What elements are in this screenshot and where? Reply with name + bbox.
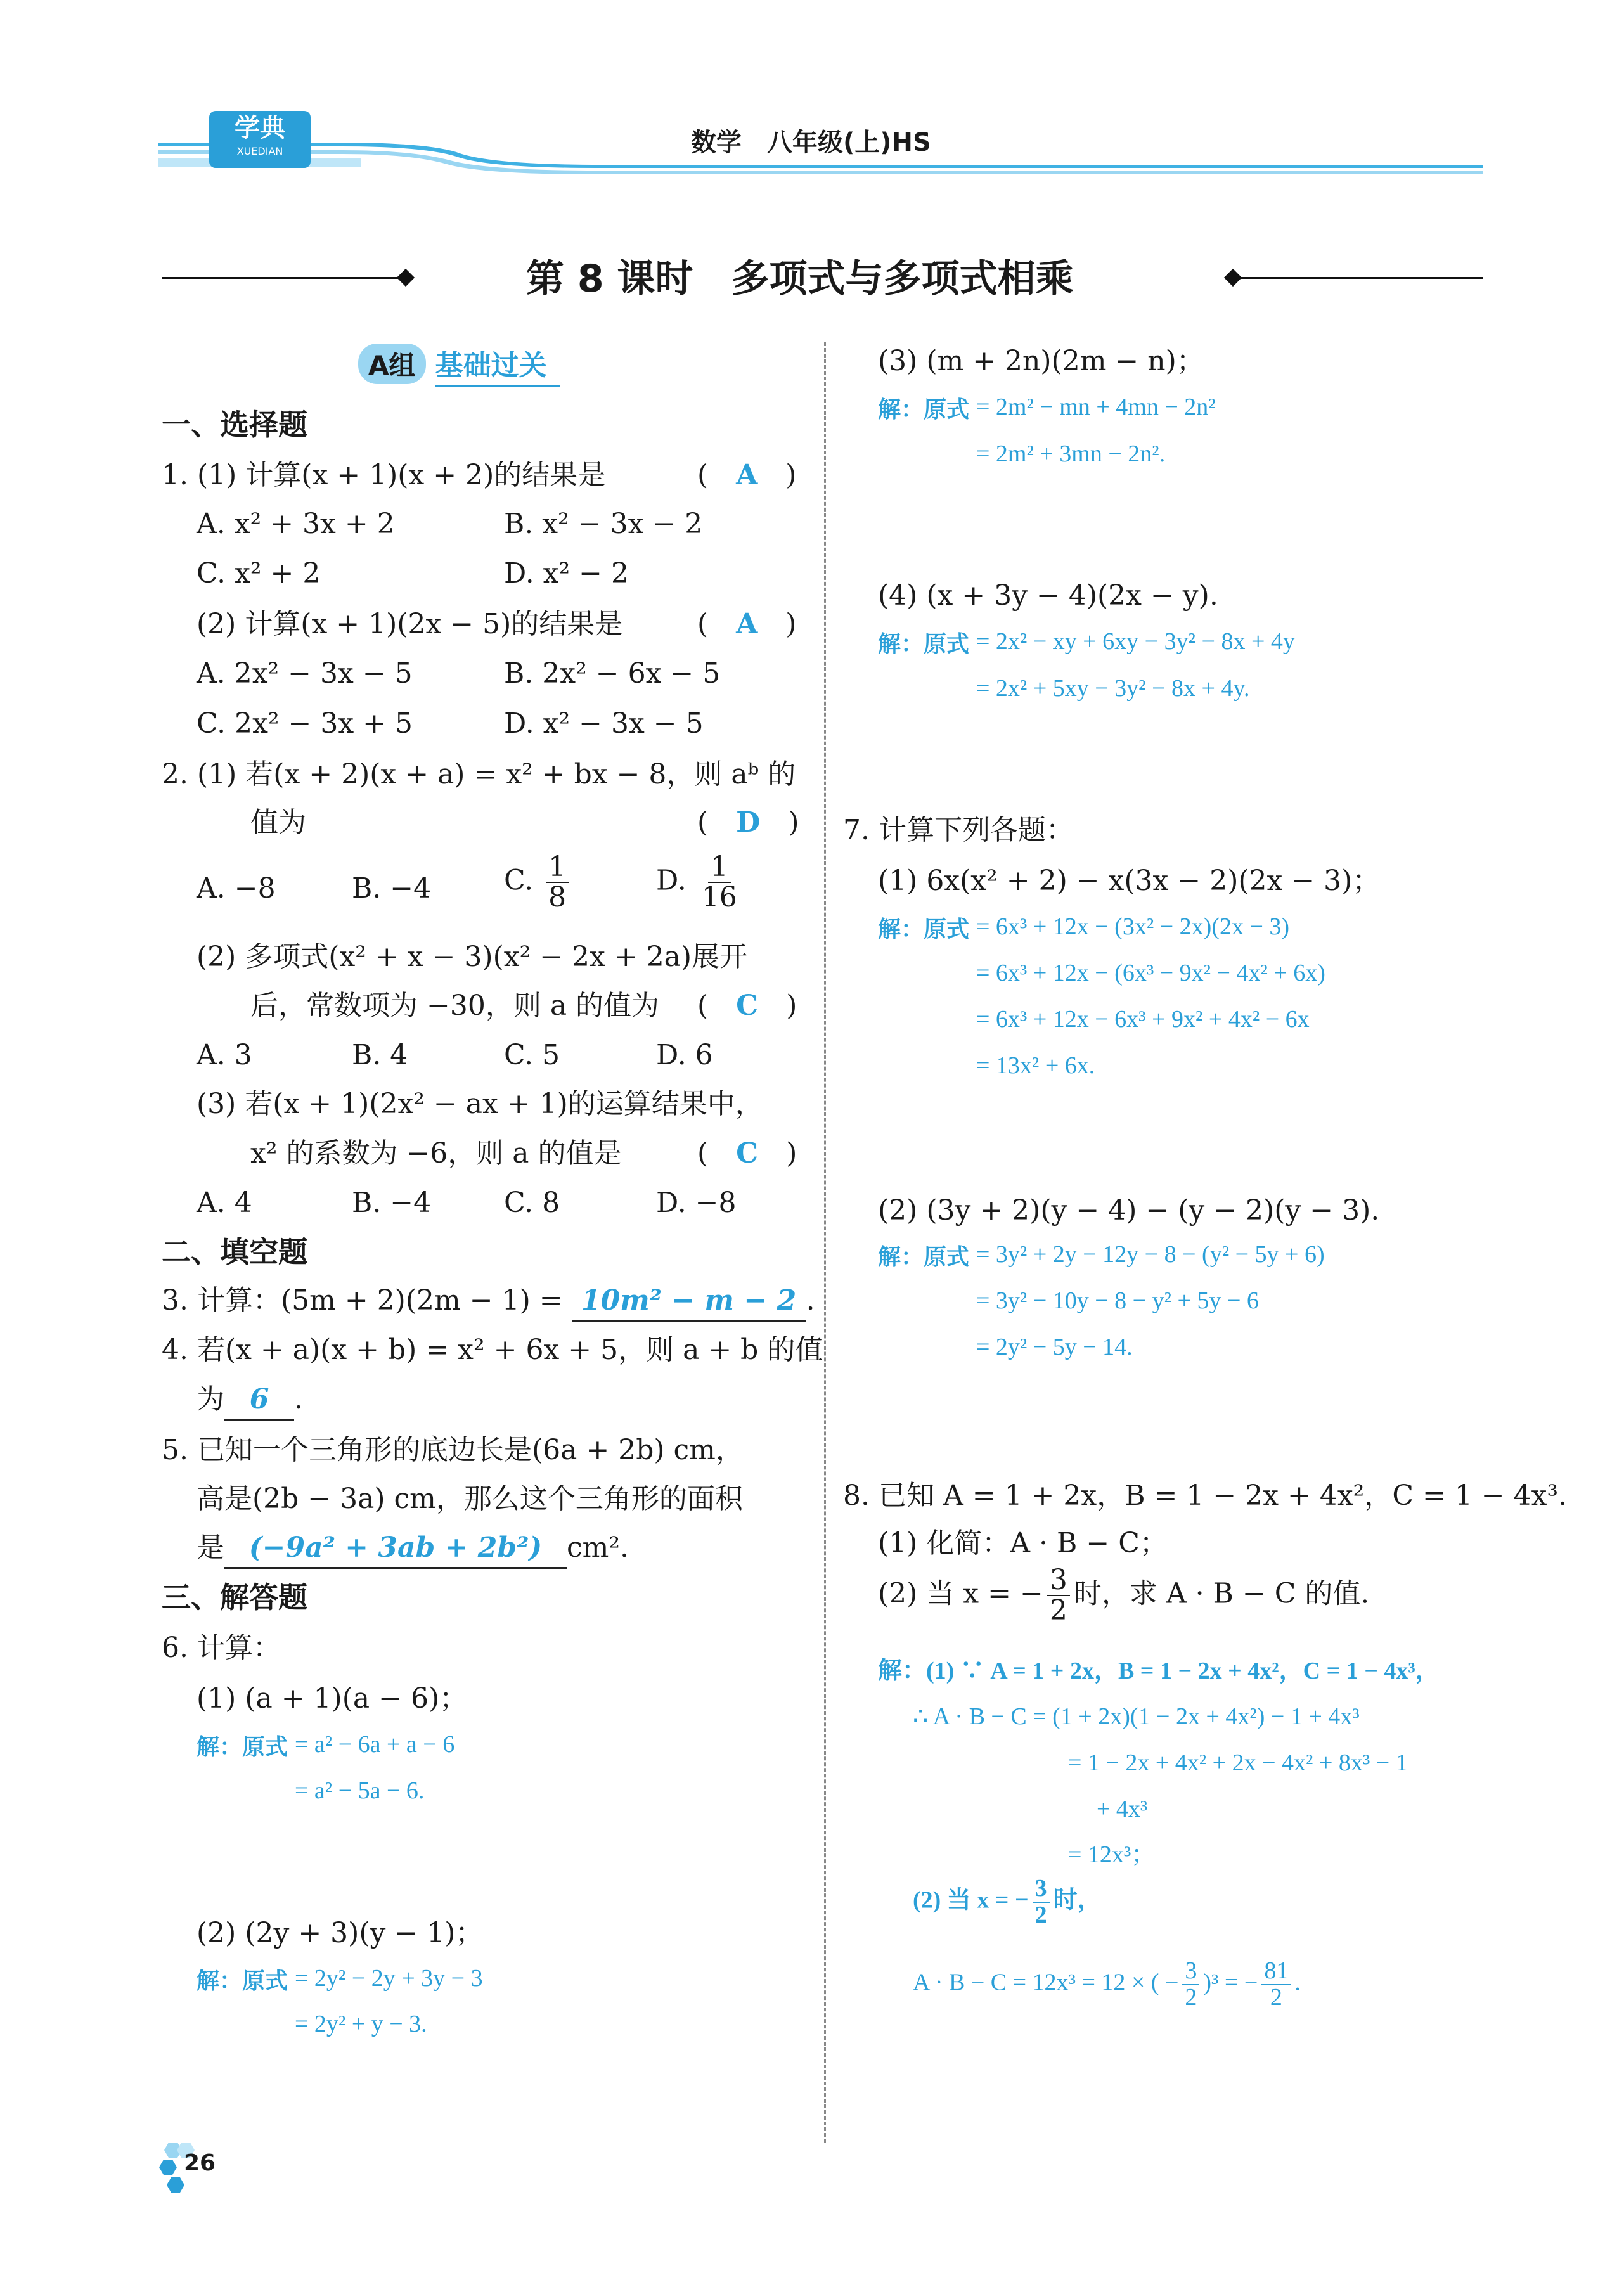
q7-part1-question: (1) 6x(x² + 2) − x(3x − 2)(2x − 3)； xyxy=(878,865,1381,897)
q2-part2-option-d: D. 6 xyxy=(656,1039,713,1071)
answer-letter: C xyxy=(736,1137,759,1170)
q6-part2-question: (2) (2y + 3)(y − 1)； xyxy=(197,1917,484,1949)
q6-part1-line2: = a² − 5a − 6. xyxy=(295,1777,425,1804)
page-number: 26 xyxy=(184,2150,216,2176)
q2-part3-option-a: A. 4 xyxy=(197,1187,252,1219)
q2-part3-stem: (3) 若(x + 1)(2x² − ax + 1)的运算结果中， xyxy=(197,1088,763,1120)
q2-part1-option-d: D. $\frac{1}{16}$ xyxy=(656,853,744,912)
q6-part1-question: (1) (a + 1)(a − 6)； xyxy=(197,1682,468,1715)
q3-answer-blank: 10m² − m − 2 xyxy=(572,1282,806,1322)
q8-solution-line6: (2) 当 x = − $\frac{3}{2}$ 时， xyxy=(913,1875,1102,1928)
q6-part1-line1: = a² − 6a + a − 6 xyxy=(295,1731,455,1758)
answer-letter: C xyxy=(736,989,759,1022)
q2-part2-option-c: C. 5 xyxy=(504,1039,560,1071)
q7-part1-solution-label: 解：原式 xyxy=(878,917,970,943)
q8-part2: (2) 当 x = − $\frac{3}{2}$ 时，求 A · B − C 的值. xyxy=(878,1564,1370,1627)
fraction-three-halves: $\frac{3}{2}$ xyxy=(1033,1876,1050,1928)
q7-part2-solution-label: 解：原式 xyxy=(878,1244,970,1270)
q8-solution-line1: 解：(1) ∵ A = 1 + 2x，B = 1 − 2x + 4x²，C = 1 − 4x³， xyxy=(878,1658,1440,1684)
logo xyxy=(209,111,311,168)
q1-part1-option-d: D. x² − 2 xyxy=(504,557,629,590)
q2-part1-stem-cont: 值为 xyxy=(250,806,306,839)
q8-solution-line4: + 4x³ xyxy=(1097,1796,1148,1822)
section-choice: 一、选择题 xyxy=(162,408,307,442)
q2-part2-stem-cont: 后，常数项为 −30，则 a 的值为 xyxy=(250,989,660,1022)
q6-stem: 6. 计算： xyxy=(162,1632,281,1664)
q2-part3-answer: ( C ) xyxy=(697,1137,797,1170)
q8-solution-line7: A · B − C = 12x³ = 12 × ( − $\frac{3}{2}$ )³ = − $\frac{81}{2}$ . xyxy=(913,1957,1301,2011)
fraction-three-halves: $\frac{3}{2}$ xyxy=(1047,1566,1070,1625)
q2-part1-option-b: B. −4 xyxy=(352,872,432,905)
answer-letter: A xyxy=(736,608,758,640)
header-subject: 数学 八年级(上)HS xyxy=(691,128,931,157)
q7-stem: 7. 计算下列各题： xyxy=(843,814,1074,846)
q1-part2-answer: ( A ) xyxy=(697,608,797,640)
q2-part1-stem: 2. (1) 若(x + 2)(x + a) = x² + bx − 8，则 aᵇ 的 xyxy=(162,758,796,790)
column-divider xyxy=(824,342,826,2143)
q6-part2-line1: = 2y² − 2y + 3y − 3 xyxy=(295,1965,483,1992)
q2-part1-option-c: C. $\frac{1}{8}$ xyxy=(504,853,572,912)
q1-part1-option-a: A. x² + 3x + 2 xyxy=(197,508,395,540)
q1-part2-stem: (2) 计算(x + 1)(2x − 5)的结果是 xyxy=(197,608,623,640)
q7-part1-line1: = 6x³ + 12x − (3x² − 2x)(2x − 3) xyxy=(976,913,1290,940)
group-label: 基础过关 xyxy=(435,342,560,387)
q7-part2-question: (2) (3y + 2)(y − 4) − (y − 2)(y − 3). xyxy=(878,1194,1380,1227)
section-solve: 三、解答题 xyxy=(162,1580,307,1614)
q2-part1-answer: ( D ) xyxy=(697,806,799,839)
q2-part3-option-c: C. 8 xyxy=(504,1187,560,1219)
q1-part1-answer: ( A ) xyxy=(697,459,797,491)
q6-part4-question: (4) (x + 3y − 4)(2x − y). xyxy=(878,579,1218,612)
q1-part2-option-c: C. 2x² − 3x + 5 xyxy=(197,707,413,740)
answer-letter: D xyxy=(736,806,761,839)
logo-chinese: 学典 xyxy=(235,113,285,143)
q2-part2-answer: ( C ) xyxy=(697,989,797,1022)
fraction-eighty-one-halves: $\frac{81}{2}$ xyxy=(1261,1959,1291,2011)
q6-part4-solution-label: 解：原式 xyxy=(878,631,970,657)
section-fill: 二、填空题 xyxy=(162,1235,307,1269)
q2-part1-option-a: A. −8 xyxy=(197,872,276,905)
q5-stem: 5. 已知一个三角形的底边长是(6a + 2b) cm， xyxy=(162,1434,744,1466)
q1-part1-stem: 1. (1) 计算(x + 1)(x + 2)的结果是 xyxy=(162,459,606,491)
q5-stem-cont: 高是(2b − 3a) cm，那么这个三角形的面积 xyxy=(197,1483,743,1515)
q8-solution-line3: = 1 − 2x + 4x² + 2x − 4x² + 8x³ − 1 xyxy=(1068,1750,1408,1776)
q8-part1: (1) 化简：A · B − C； xyxy=(878,1527,1168,1559)
q5-cont: 是 (−9a² + 3ab + 2b²) cm². xyxy=(197,1529,629,1569)
q7-part2-line2: = 3y² − 10y − 8 − y² + 5y − 6 xyxy=(976,1287,1259,1314)
q1-part1-option-c: C. x² + 2 xyxy=(197,557,321,590)
q6-part3-line2: = 2m² + 3mn − 2n². xyxy=(976,441,1166,467)
q6-part4-line2: = 2x² + 5xy − 3y² − 8x + 4y. xyxy=(976,675,1250,702)
fraction-three-halves: $\frac{3}{2}$ xyxy=(1182,1959,1199,2011)
q6-part4-line1: = 2x² − xy + 6xy − 3y² − 8x + 4y xyxy=(976,628,1295,655)
title-rule-right xyxy=(1233,277,1483,279)
q7-part1-line2: = 6x³ + 12x − (6x³ − 9x² − 4x² + 6x) xyxy=(976,960,1325,986)
q4-stem: 4. 若(x + a)(x + b) = x² + 6x + 5，则 a + b 的值 xyxy=(162,1334,823,1366)
group-badge xyxy=(358,342,560,387)
q6-part3-solution-label: 解：原式 xyxy=(878,397,970,423)
q1-part2-option-a: A. 2x² − 3x − 5 xyxy=(197,657,413,690)
lesson-title: 第 8 课时 多项式与多项式相乘 xyxy=(526,257,1074,301)
q6-part3-line1: = 2m² − mn + 4mn − 2n² xyxy=(976,394,1216,420)
q7-part1-line4: = 13x² + 6x. xyxy=(976,1052,1095,1079)
fraction-one-sixteenth: $\frac{1}{16}$ xyxy=(701,851,737,914)
q1-part1-option-b: B. x² − 3x − 2 xyxy=(504,508,703,540)
q3-stem: 3. 计算：(5m + 2)(2m − 1) = xyxy=(162,1284,563,1317)
q2-part2-option-a: A. 3 xyxy=(197,1039,252,1071)
header xyxy=(158,105,1483,177)
title-diamond-left xyxy=(397,269,415,287)
q8-solution-line5: = 12x³； xyxy=(1068,1841,1156,1868)
q2-part3-option-b: B. −4 xyxy=(352,1187,432,1219)
q2-part3-stem-cont: x² 的系数为 −6，则 a 的值是 xyxy=(250,1137,622,1170)
title-rule-left xyxy=(162,277,409,279)
fraction-one-eighth: $\frac{1}{8}$ xyxy=(546,853,569,912)
q1-part2-option-d: D. x² − 3x − 5 xyxy=(504,707,704,740)
q7-part2-line3: = 2y² − 5y − 14. xyxy=(976,1334,1133,1360)
q3: 3. 计算：(5m + 2)(2m − 1) = 10m² − m − 2 . xyxy=(162,1282,815,1322)
q6-part2-solution-label: 解：原式 xyxy=(197,1968,288,1994)
q8-solution-line2: ∴ A · B − C = (1 + 2x)(1 − 2x + 4x²) − 1 + 4x³ xyxy=(913,1703,1360,1730)
q7-part1-line3: = 6x³ + 12x − 6x³ + 9x² + 4x² − 6x xyxy=(976,1006,1310,1033)
q2-part2-stem: (2) 多项式(x² + x − 3)(x² − 2x + 2a)展开 xyxy=(197,941,748,973)
q8-stem: 8. 已知 A = 1 + 2x，B = 1 − 2x + 4x²，C = 1 − 4x³. xyxy=(843,1479,1568,1512)
q4-answer-blank: 6 xyxy=(224,1381,294,1421)
q4-cont: 为 6 . xyxy=(197,1381,303,1421)
q2-part2-option-b: B. 4 xyxy=(352,1039,408,1071)
group-badge-circle: A组 xyxy=(358,344,426,384)
answer-letter: A xyxy=(736,459,758,491)
q6-part1-solution-label: 解：原式 xyxy=(197,1734,288,1760)
q6-part2-line2: = 2y² + y − 3. xyxy=(295,2011,427,2037)
logo-english: XUEDIAN xyxy=(236,145,283,157)
q5-answer-blank: (−9a² + 3ab + 2b²) xyxy=(224,1529,567,1569)
q1-part2-option-b: B. 2x² − 6x − 5 xyxy=(504,657,721,690)
q2-part3-option-d: D. −8 xyxy=(656,1187,737,1219)
q6-part3-question: (3) (m + 2n)(2m − n)； xyxy=(878,345,1204,377)
q7-part2-line1: = 3y² + 2y − 12y − 8 − (y² − 5y + 6) xyxy=(976,1241,1325,1268)
